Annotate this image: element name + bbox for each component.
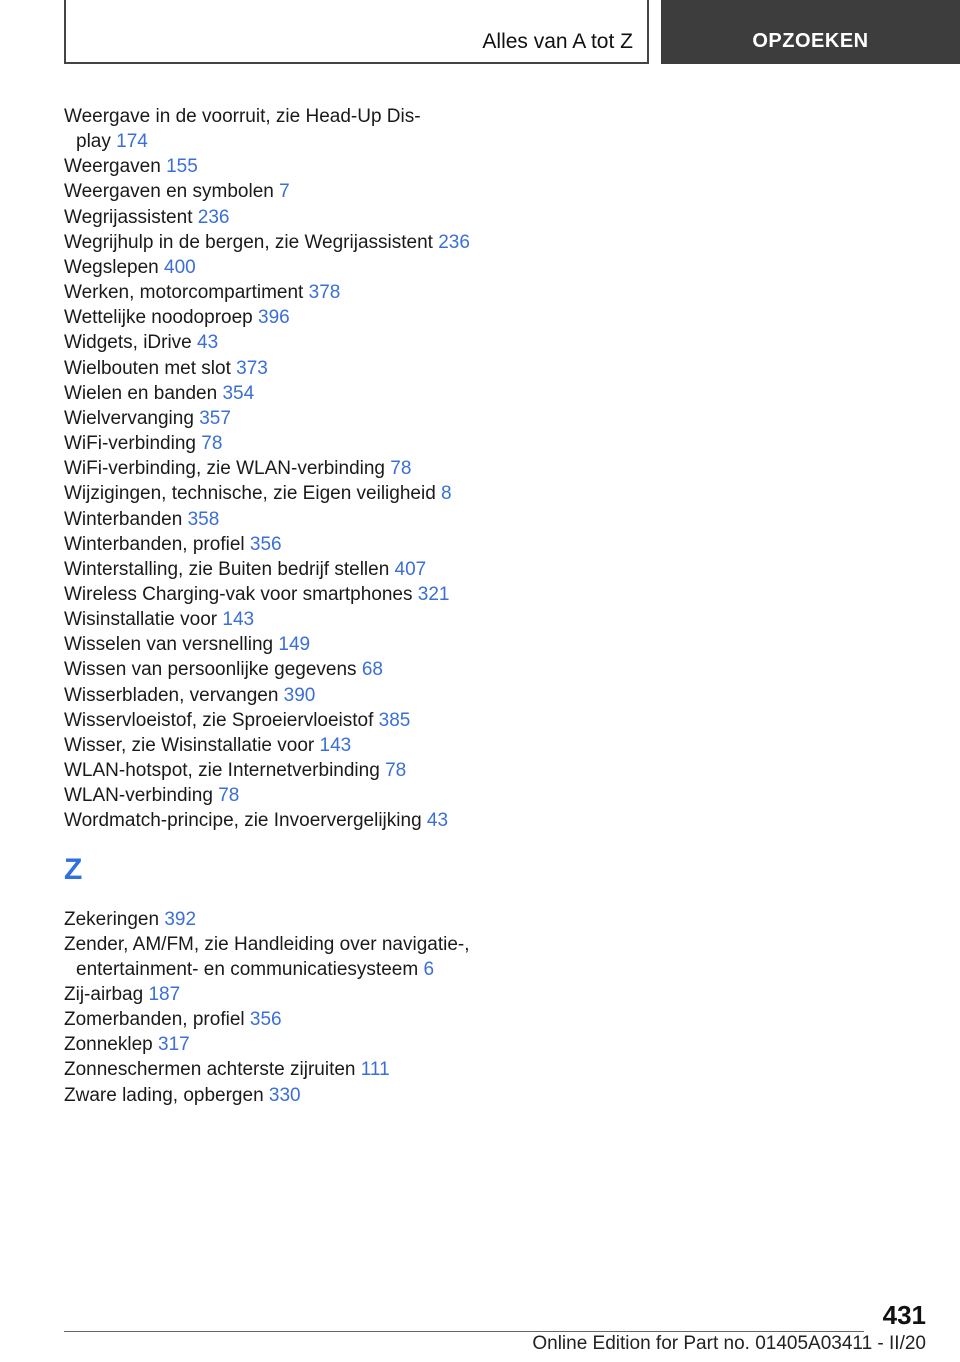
index-entry: [64, 582, 544, 607]
index-entry: [64, 104, 544, 154]
index-entry-page-link[interactable]: 317: [158, 1034, 190, 1056]
index-entry-page-link[interactable]: 385: [378, 709, 411, 731]
index-entry: [64, 607, 544, 632]
index-entry-text: Wisinstallatie voor: [64, 609, 218, 631]
footer-edition-text: Online Edition for Part no. 01405A03411 - II/20: [532, 1333, 926, 1354]
index-entry-text: Wegslepen: [64, 256, 159, 278]
index-entry-text: Wisser, zie Wisinstallatie voor: [64, 734, 315, 756]
index-entry-page-link[interactable]: 373: [236, 357, 268, 379]
index-entry-page-link[interactable]: 143: [222, 609, 255, 631]
index-entry-text: Wisservloeistof, zie Sproeiervloeistof: [64, 709, 374, 731]
index-entry: [64, 632, 544, 657]
index-entry: [64, 683, 544, 708]
index-entry-page-link[interactable]: 236: [197, 206, 230, 228]
index-entry-text: Widgets, iDrive: [64, 332, 192, 354]
header-tab[interactable]: [661, 0, 960, 64]
index-entry-text: Weergaven en symbolen: [64, 181, 274, 203]
index-entry-page-link[interactable]: 187: [148, 984, 181, 1005]
index-entry: [64, 154, 544, 179]
index-entry-page-link[interactable]: 392: [164, 908, 197, 930]
index-entry-page-link[interactable]: 356: [249, 533, 282, 555]
index-entry-page-link[interactable]: 111: [360, 1059, 390, 1081]
index-entry-text: Wettelijke noodoproep: [64, 307, 253, 329]
index-entry: [64, 179, 544, 204]
index-entry-page-link[interactable]: 78: [385, 760, 407, 782]
index-entry-text: Werken, motorcompartiment: [64, 282, 304, 304]
index-entry: [64, 330, 544, 355]
index-entry-text: Zonneklep: [64, 1034, 153, 1056]
index-entry-text: Zender, AM/FM, zie Handleiding over navigatie-, entertainment- en communicatiesysteem: [64, 933, 470, 980]
index-entry-text: Winterstalling, zie Buiten bedrijf stellen: [64, 558, 390, 580]
index-entry-page-link[interactable]: 407: [394, 558, 427, 580]
index-entry-page-link[interactable]: 174: [116, 131, 148, 153]
index-entry: [64, 431, 544, 456]
index-entry-text: Wielen en banden: [64, 382, 218, 404]
index-entry: [64, 356, 544, 381]
index-entry: [64, 456, 544, 481]
index-entry-page-link[interactable]: 321: [417, 583, 450, 605]
index-entry-page-link[interactable]: 390: [283, 684, 316, 706]
index-entry-page-link[interactable]: 78: [218, 785, 240, 807]
index-entry-text: Wissen van persoonlijke gegevens: [64, 659, 357, 681]
index-entry-page-link[interactable]: 330: [268, 1084, 301, 1106]
section-heading-z: Z: [64, 852, 83, 886]
index-entry-text: Zonneschermen achterste zijruiten: [64, 1059, 356, 1081]
index-entry: [64, 808, 544, 833]
index-entry-page-link[interactable]: 236: [438, 231, 470, 253]
index-entry: [64, 406, 544, 431]
index-entry-text: Wegrijhulp in de bergen, zie Wegrijassistent: [64, 231, 433, 253]
index-entry: [64, 783, 544, 808]
index-entry: [64, 1057, 544, 1082]
index-entry-text: WiFi-verbinding: [64, 433, 196, 455]
index-entry-page-link[interactable]: 378: [308, 282, 341, 304]
index-entry-page-link[interactable]: 354: [222, 382, 255, 404]
index-entry: [64, 305, 544, 330]
index-entry-text: Wielvervanging: [64, 407, 194, 429]
index-entry-text: WLAN-hotspot, zie Internetverbinding: [64, 760, 380, 782]
index-entry: [64, 758, 544, 783]
index-entry: [64, 1032, 544, 1057]
index-entry-text: Wireless Charging-vak voor smartphones: [64, 583, 413, 605]
index-entry-page-link[interactable]: 6: [423, 958, 435, 980]
index-entry-page-link[interactable]: 358: [187, 508, 220, 530]
index-list: [64, 104, 544, 1108]
index-entry: [64, 1083, 544, 1108]
index-entry-text: Wegrijassistent: [64, 206, 193, 228]
header-section-box: [64, 0, 649, 64]
index-entry-text: Zekeringen: [64, 908, 160, 930]
footer-divider: [64, 1331, 864, 1332]
index-entry-page-link[interactable]: 356: [249, 1009, 282, 1031]
index-entry: [64, 255, 544, 280]
index-entry-page-link[interactable]: 78: [201, 433, 223, 455]
index-entry-text: Weergaven: [64, 156, 161, 178]
index-entry-text: Wielbouten met slot: [64, 357, 231, 379]
index-entry-page-link[interactable]: 68: [361, 659, 383, 681]
index-entry: [64, 532, 544, 557]
index-entry-page-link[interactable]: 357: [199, 407, 231, 429]
index-entry-page-link[interactable]: 396: [258, 307, 290, 329]
index-entry-page-link[interactable]: 78: [390, 458, 412, 480]
index-entry-text: Wijzigingen, technische, zie Eigen veiligheid: [64, 483, 436, 505]
index-entry-text: Zware lading, opbergen: [64, 1084, 264, 1106]
index-entry-page-link[interactable]: 400: [164, 256, 196, 278]
index-entry-text: Wordmatch-principe, zie Invoervergelijking: [64, 810, 422, 832]
index-entry: [64, 280, 544, 305]
index-entry: [64, 932, 544, 982]
index-entry: [64, 907, 544, 932]
index-entry-page-link[interactable]: 149: [278, 634, 311, 656]
index-entry-text: Zij-airbag: [64, 984, 144, 1005]
index-entry: [64, 1007, 544, 1032]
index-entry-page-link[interactable]: 43: [197, 332, 219, 354]
page-number: 431: [882, 1300, 926, 1330]
index-entry: [64, 557, 544, 582]
index-entry: [64, 205, 544, 230]
index-entry-text: Winterbanden, profiel: [64, 533, 245, 555]
index-entry-page-link[interactable]: 143: [319, 734, 352, 756]
index-entry-text: WLAN-verbinding: [64, 785, 213, 807]
index-entry-text: WiFi-verbinding, zie WLAN-verbinding: [64, 458, 385, 480]
index-entry: [64, 381, 544, 406]
index-entry-text: Weergave in de voorruit, zie Head-Up Dis- play: [64, 106, 421, 153]
index-entry: [64, 507, 544, 532]
index-entry-page-link[interactable]: 8: [441, 483, 452, 505]
index-entry: [64, 982, 544, 1007]
index-entry-page-link[interactable]: 43: [426, 810, 449, 832]
index-entry-text: Winterbanden: [64, 508, 183, 530]
index-entry: [64, 657, 544, 682]
header-tab-label: OPZOEKEN: [752, 30, 869, 52]
index-entry: [64, 708, 544, 733]
index-entry: [64, 481, 544, 506]
index-entry-text: Wisselen van versnelling: [64, 634, 274, 656]
index-entry-text: Wisserbladen, vervangen: [64, 684, 279, 706]
index-entry-text: Zomerbanden, profiel: [64, 1009, 245, 1031]
index-entry: [64, 733, 544, 758]
index-entry-page-link[interactable]: 155: [166, 156, 198, 178]
index-entry: [64, 230, 544, 255]
header-section-title: Alles van A tot Z: [482, 30, 633, 53]
index-entry-page-link[interactable]: 7: [279, 181, 290, 203]
